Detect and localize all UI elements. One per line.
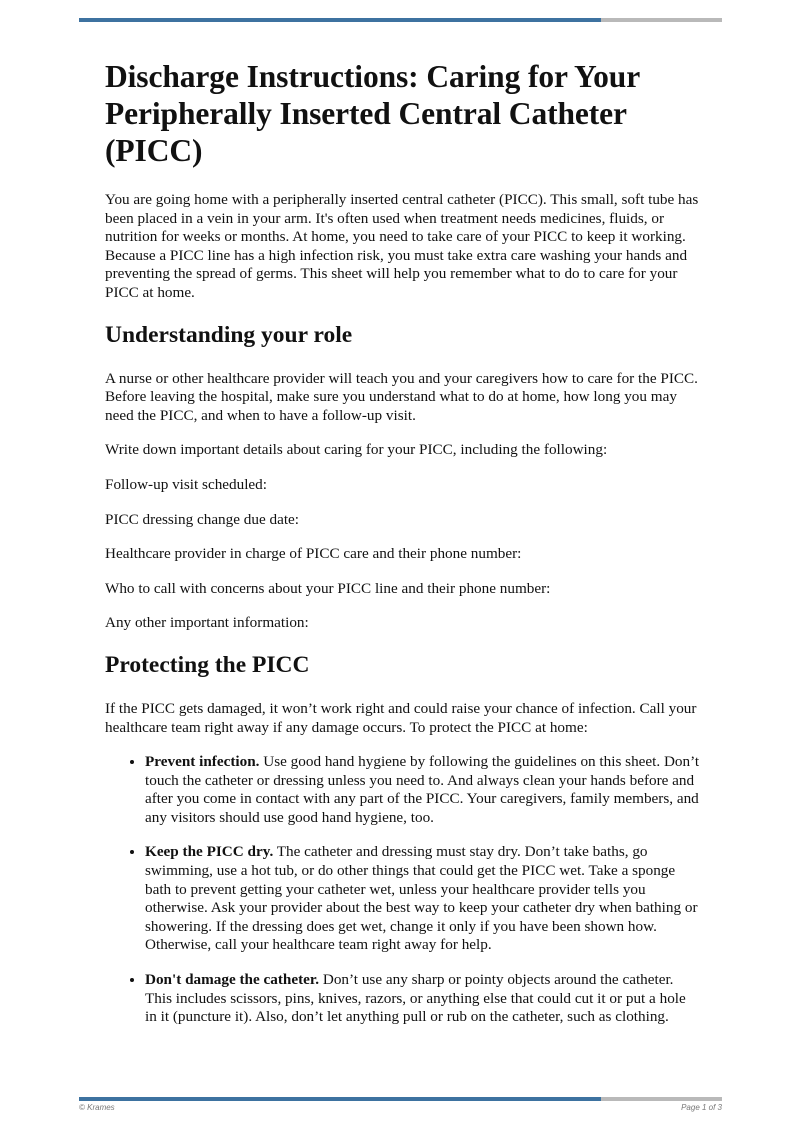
field-other-information: Any other important information: — [105, 614, 309, 632]
bullet-text: The catheter and dressing must stay dry. Don’t take baths, go swimming, use a hot tub, or do other things that could get the PICC wet. Take a sponge bath to prevent getting your catheter wet, unless your healthcare provider tells you otherwise. Ask your provider about the best way to keep your catheter dry when bathing or showering. If the dressing does get wet, change it only if you have been shown how. Otherwise, call your healthcare team right away for help. — [145, 843, 698, 954]
top-bar-gray — [601, 18, 722, 22]
bottom-divider-bar — [79, 1097, 722, 1101]
bullet-text: Don’t use any sharp or pointy objects around the catheter. This includes scissors, pins, knives, razors, or anything else that could cut it or put a hole in it (puncture it). Also, don’t let anything pull or rub on the catheter, such as clothing. — [145, 971, 686, 1026]
footer-copyright: © Krames — [79, 1103, 115, 1112]
bullet-text: Use good hand hygiene by following the guidelines on this sheet. Don’t touch the catheter or dressing unless you need to. And always clean your hands before and after you come in contact with any part of the PICC. Your caregivers, family members, and any visitors should use good hand hygiene, too. — [145, 753, 700, 826]
field-who-to-call: Who to call with concerns about your PICC line and their phone number: — [105, 579, 551, 597]
bullet-lead: Keep the PICC dry. — [145, 843, 274, 861]
write-down-paragraph: Write down important details about caring for your PICC, including the following: — [105, 441, 608, 459]
protecting-paragraph: If the PICC gets damaged, it won’t work right and could raise your chance of infection. Call your healthcare team right away if any damage occurs. To protect the PICC at home: — [105, 699, 697, 736]
bottom-bar-gray — [601, 1097, 722, 1101]
list-item — [145, 971, 700, 1027]
bottom-bar-accent — [79, 1097, 601, 1101]
field-follow-up-visit: Follow-up visit scheduled: — [105, 475, 267, 493]
footer-page-number: Page 1 of 3 — [681, 1103, 722, 1112]
top-divider-bar — [79, 18, 722, 22]
bullet-lead: Prevent infection. — [145, 753, 260, 771]
list-item — [145, 843, 700, 955]
section-heading-protecting-picc: Protecting the PICC — [105, 651, 310, 678]
intro-paragraph: You are going home with a peripherally inserted central catheter (PICC). This small, soft tube has been placed in a vein in your arm. It's often used when treatment needs medicines, fluids, or nutrition for weeks or months. At home, you need to take care of your PICC to keep it working. Because a PICC line has a high infection risk, you must take extra care washing your hands and preventing the spread of germs. This sheet will help you remember what to do to care for your PICC at home. — [105, 191, 699, 301]
protection-list — [105, 753, 700, 1027]
field-dressing-change-date: PICC dressing change due date: — [105, 510, 300, 528]
bullet-lead: Don't damage the catheter. — [145, 971, 320, 989]
document-content — [105, 58, 700, 1043]
role-paragraph: A nurse or other healthcare provider will teach you and your caregivers how to care for the PICC. Before leaving the hospital, make sure you understand what to do at home, how long you may need the PICC, and when to have a follow-up visit. — [105, 369, 698, 424]
page-title: Discharge Instructions: Caring for Your Peripherally Inserted Central Catheter (PICC) — [105, 59, 640, 168]
top-bar-accent — [79, 18, 601, 22]
list-item — [145, 753, 700, 827]
field-healthcare-provider: Healthcare provider in charge of PICC care and their phone number: — [105, 545, 522, 563]
section-heading-understanding-role: Understanding your role — [105, 321, 353, 348]
